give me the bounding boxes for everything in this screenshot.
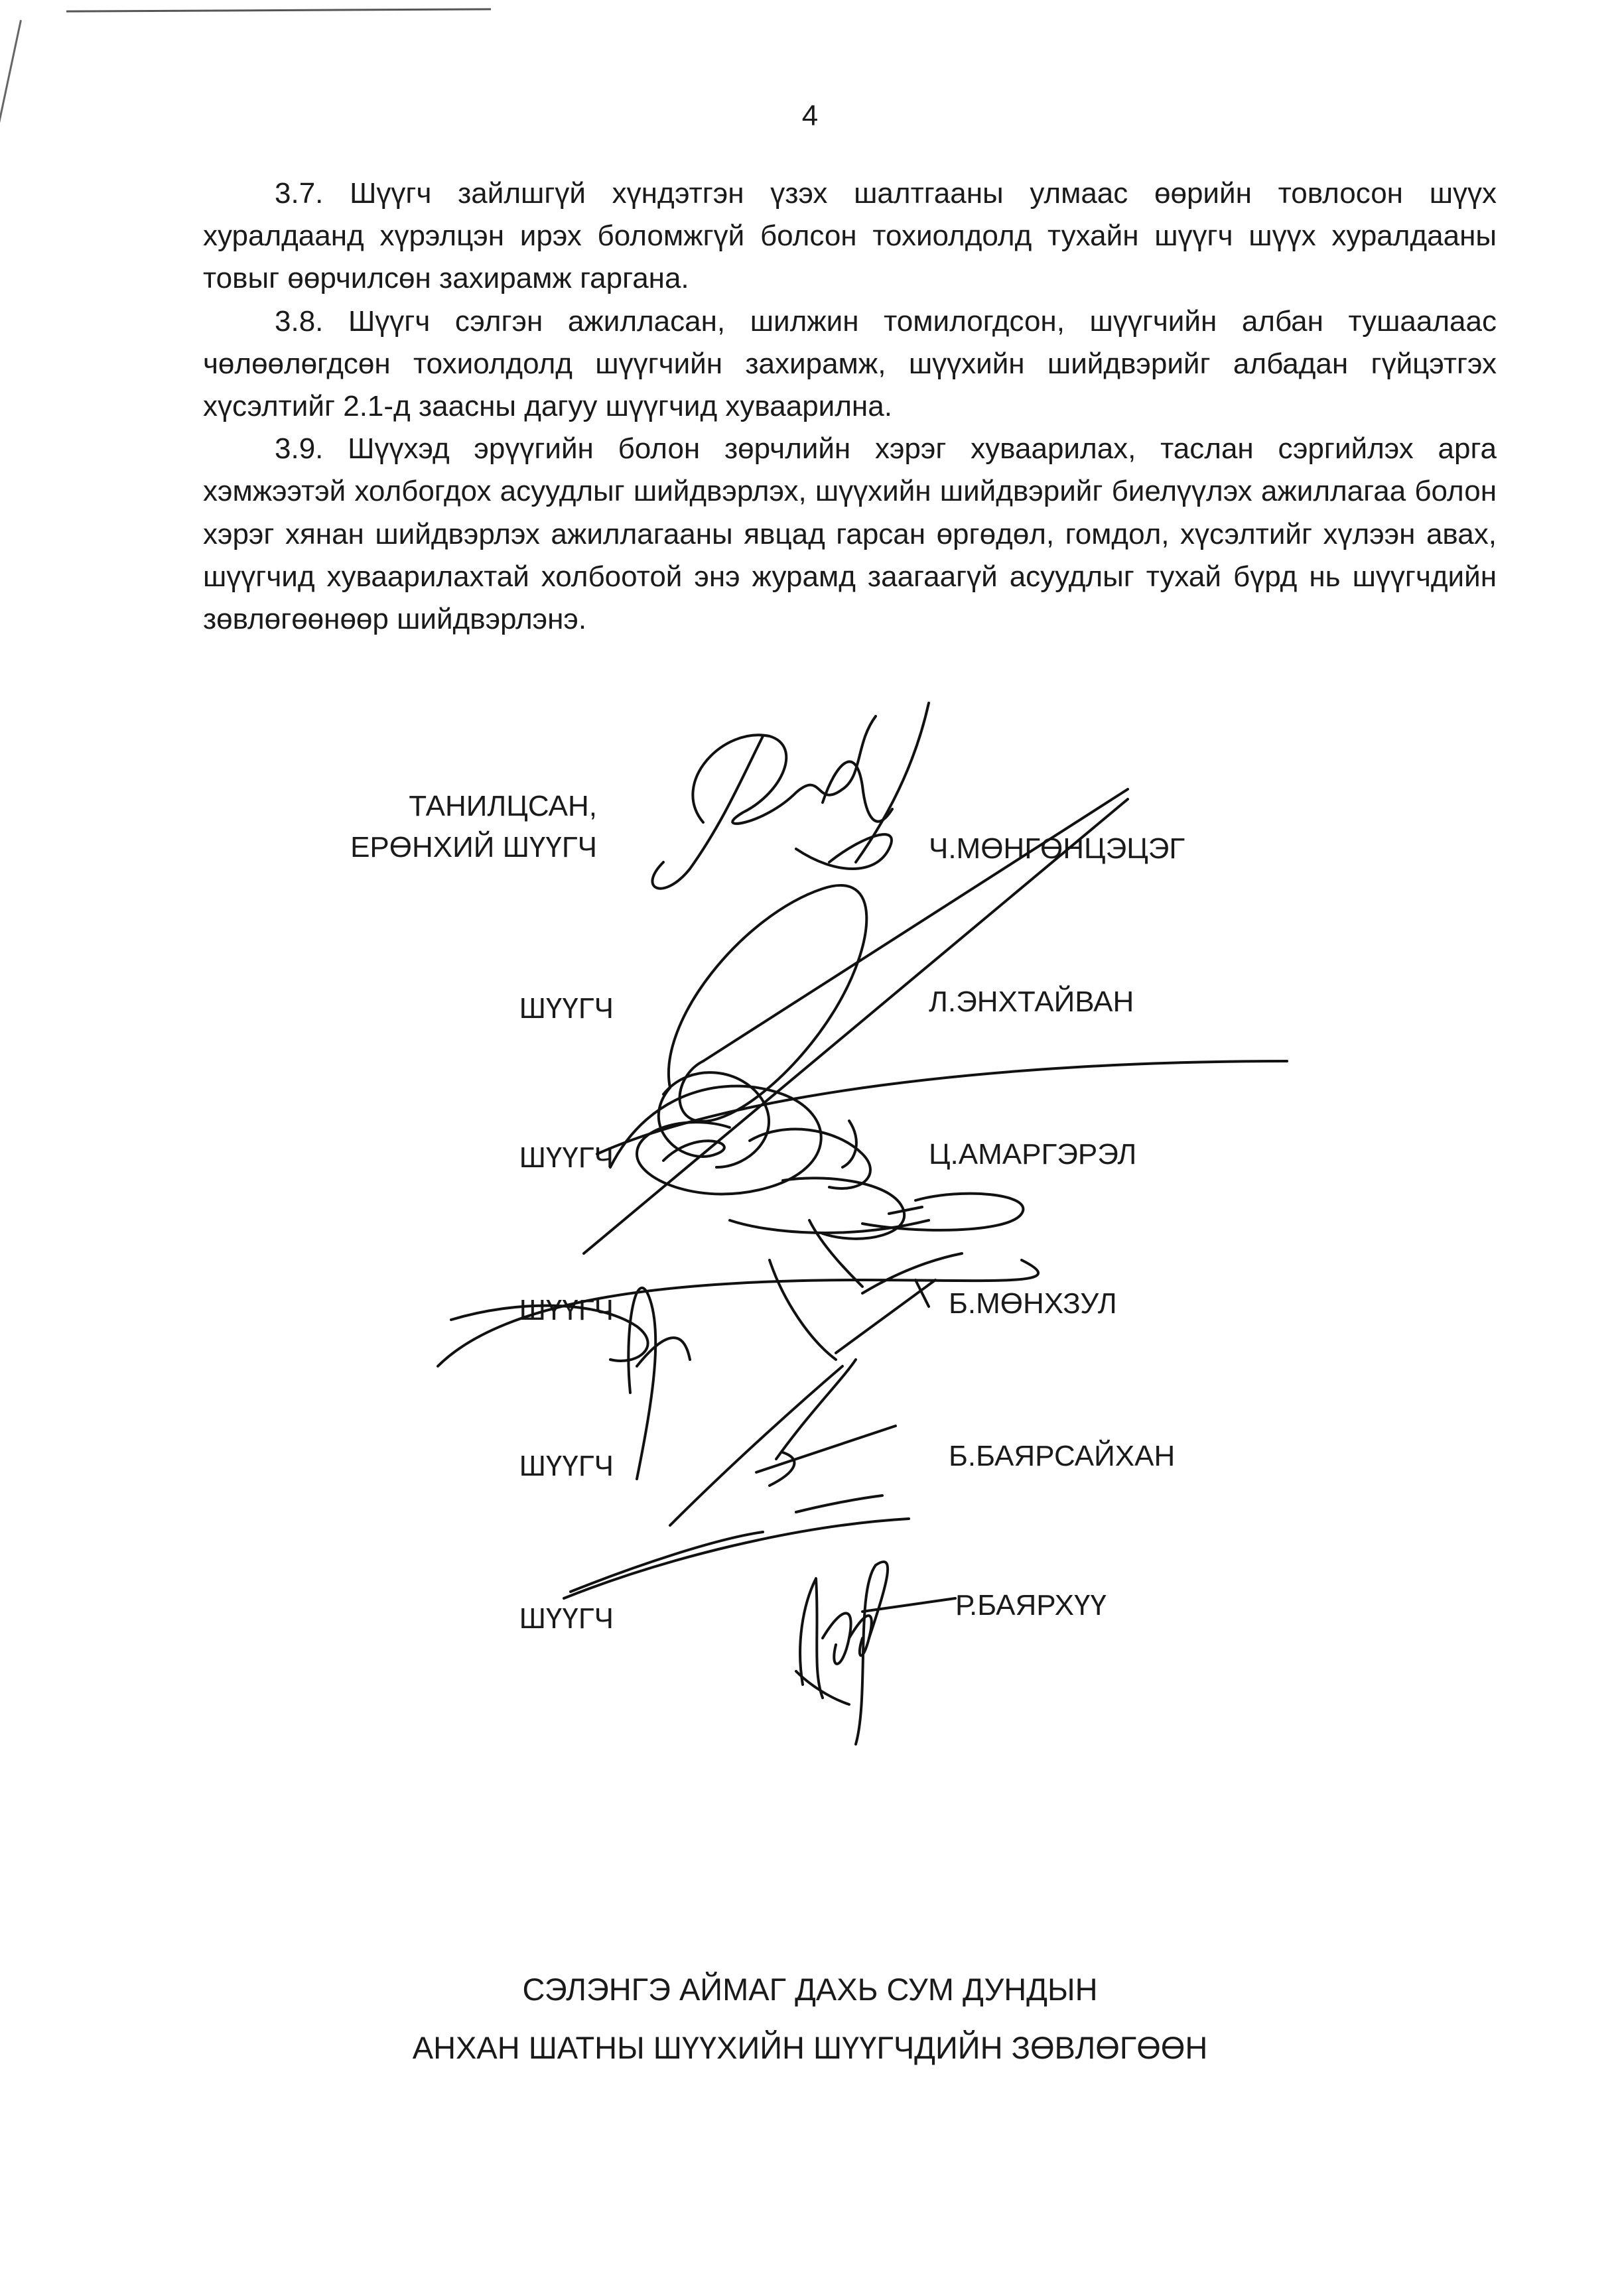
signatory-name: Ц.АМАРГЭРЭЛ [929, 1138, 1137, 1171]
signatory-title: ШҮҮГЧ [519, 1450, 614, 1482]
signature-4 [628, 1220, 862, 1479]
signatory-name: Ч.МӨНГӨНЦЭЦЭГ [929, 832, 1185, 865]
signatory-name: Б.БАЯРСАЙХАН [949, 1440, 1176, 1472]
signature-5 [670, 1280, 935, 1525]
signatory-title: ШҮҮГЧ [519, 1294, 614, 1326]
council-name-line2: АНХАН ШАТНЫ ШҮҮХИЙН ШҮҮГЧДИЙН ЗӨВЛӨГӨӨН [412, 2030, 1208, 2065]
signature-1 [652, 703, 929, 889]
signatory-name: Р.БАЯРХҮҮ [955, 1589, 1107, 1622]
clause-3-9: 3.9. Шүүхэд эрүүгийн болон зөрчлийн хэрэг хуваарилах, таслан сэргийлэх арга хэмжээтэй холбогдох асуудлыг шийдвэрлэх, шүүхийн шийдвэрийг биелүүлэх ажиллагаа болон хэрэг хянан шийдвэрлэх ажиллагааны явцад гарсан өргөдөл, гомдол, хүсэлтийг хүлээн авах, шүүгчид хуваарилахтай холбоотой энэ журамд заагаагүй асуудлыг тухай бүрд нь шүүгчдийн зөвлөгөөнөөр шийдвэрлэнэ. [203, 432, 1497, 636]
signatory-name: Л.ЭНХТАЙВАН [929, 986, 1134, 1018]
signature-3 [438, 1061, 1287, 1366]
signature-7 [796, 1562, 955, 1744]
signatory-title-line: ТАНИЛЦСАН, [409, 790, 597, 822]
council-name-line1: СЭЛЭНГЭ АЙМАГ ДАХЬ СУМ ДУНДЫН [522, 1972, 1098, 2007]
clause-3-8: 3.8. Шүүгч сэлгэн ажилласан, шилжин томилогдсон, шүүгчийн албан тушаалаас чөлөөлөгдсөн тохиолдолд шүүгчийн захирамж, шүүхийн шийдвэрийг албадан гүйцэтгэх хүсэлтийг 2.1-д заасны дагуу шүүгчид хуваарилна. [203, 304, 1497, 423]
signatory-title: ШҮҮГЧ [519, 1602, 614, 1635]
signature-6 [564, 1496, 909, 1598]
page-number: 4 [801, 99, 819, 132]
signatory-title: ШҮҮГЧ [519, 992, 614, 1025]
clause-3-7: 3.7. Шүүгч зайлшгүй хүндэтгэн үзэх шалтгааны улмаас өөрийн товлосон шүүх хуралдаанд хүрэлцэн ирэх боломжгүй болсон тохиолдолд тухайн шүүгч шүүх хуралдааны товыг өөрчилсөн захирамж гаргана. [203, 177, 1497, 295]
signatory-title-line: ЕРӨНХИЙ ШҮҮГЧ [350, 831, 597, 863]
signatory-name: Б.МӨНХЗУЛ [949, 1287, 1117, 1320]
signatory-title: ШҮҮГЧ [519, 1141, 614, 1174]
